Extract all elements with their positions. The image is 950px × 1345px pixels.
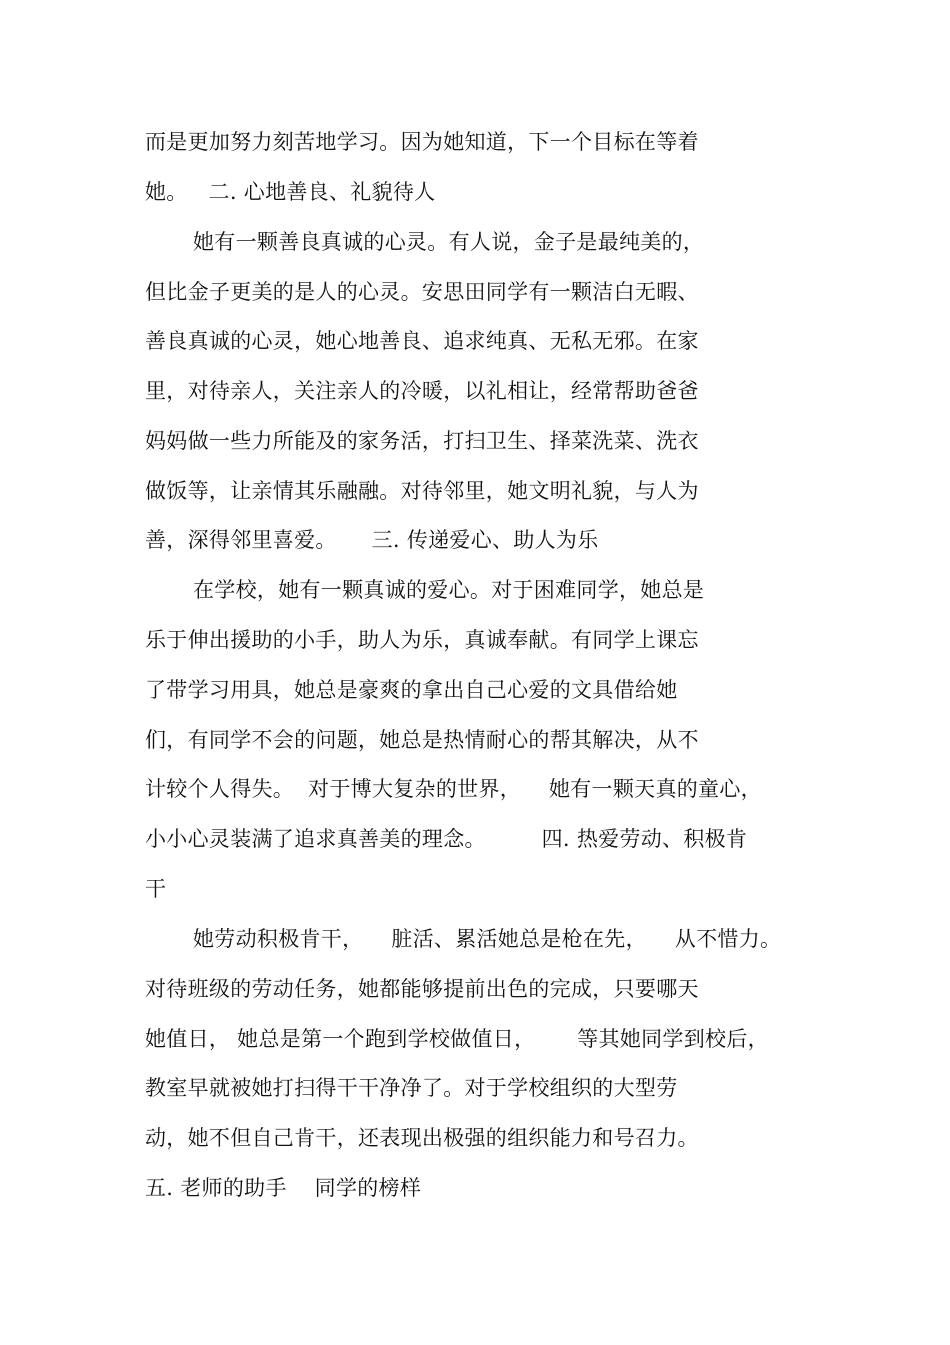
text-line: 干 bbox=[145, 877, 167, 901]
section-heading-line: 善，深得邻里喜爱。 三. 传递爱心、助人为乐 bbox=[145, 528, 599, 552]
text-line: 计较个人得失。 对于博大复杂的世界， 她有一颗天真的童心， bbox=[145, 777, 762, 801]
section-heading-line: 小小心灵装满了追求真善美的理念。 四. 热爱劳动、积极肯 bbox=[145, 827, 748, 851]
text-line: 教室早就被她打扫得干干净净了。对于学校组织的大型劳 bbox=[145, 1076, 678, 1100]
text-line: 而是更加努力刻苦地学习。因为她知道，下一个目标在等着 bbox=[145, 130, 699, 154]
section-heading-line: 五. 老师的助手 同学的榜样 bbox=[145, 1176, 422, 1200]
text-line: 里，对待亲人，关注亲人的冷暖，以礼相让，经常帮助爸爸 bbox=[145, 379, 699, 403]
text-line: 了带学习用具，她总是豪爽的拿出自己心爱的文具借给她 bbox=[145, 678, 678, 702]
text-line: 们，有同学不会的问题，她总是热情耐心的帮其解决，从不 bbox=[145, 728, 699, 752]
paragraph-start-line: 她有一颗善良真诚的心灵。有人说，金子是最纯美的， bbox=[193, 230, 705, 254]
paragraph-start-line: 她劳动积极肯干， 脏活、累活她总是枪在先， 从不惜力。 bbox=[193, 927, 782, 951]
paragraph-start-line: 在学校，她有一颗真诚的爱心。对于困难同学，她总是 bbox=[193, 578, 705, 602]
text-line: 妈妈做一些力所能及的家务活，打扫卫生、择菜洗菜、洗衣 bbox=[145, 429, 699, 453]
text-line: 动，她不但自己肯干，还表现出极强的组织能力和号召力。 bbox=[145, 1126, 699, 1150]
text-line: 但比金子更美的是人的心灵。安思田同学有一颗洁白无暇、 bbox=[145, 280, 699, 304]
text-line: 善良真诚的心灵，她心地善良、追求纯真、无私无邪。在家 bbox=[145, 329, 699, 353]
text-line: 做饭等，让亲情其乐融融。对待邻里，她文明礼貌，与人为 bbox=[145, 479, 699, 503]
text-line: 她值日， 她总是第一个跑到学校做值日， 等其她同学到校后， bbox=[145, 1027, 769, 1051]
section-heading-line: 她。 二. 心地善良、礼貌待人 bbox=[145, 180, 436, 204]
text-line: 对待班级的劳动任务，她都能够提前出色的完成，只要哪天 bbox=[145, 977, 699, 1001]
text-line: 乐于伸出援助的小手，助人为乐，真诚奉献。有同学上课忘 bbox=[145, 628, 699, 652]
